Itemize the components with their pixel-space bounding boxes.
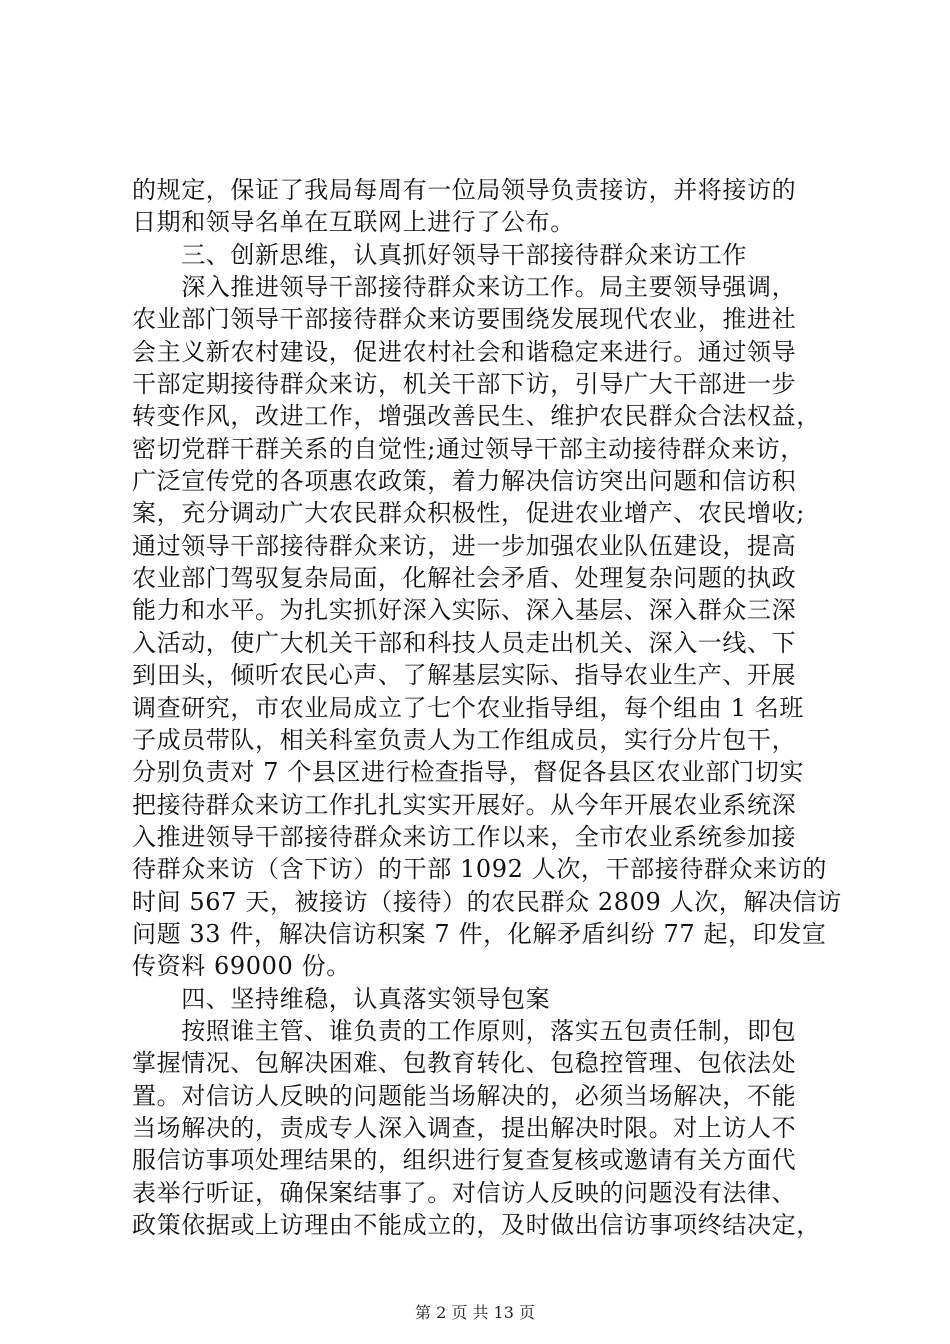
text-line: 能力和水平。为扎实抓好深入实际、深入基层、深入群众三深 <box>132 596 797 625</box>
text-line: 当场解决的，责成专人深入调查，提出解决时限。对上访人不 <box>132 1113 797 1142</box>
section-heading: 四、坚持维稳，认真落实领导包案 <box>132 984 551 1013</box>
text-line: 入活动，使广大机关干部和科技人员走出机关、深入一线、下 <box>132 628 797 657</box>
text-line: 分别负责对 7 个县区进行检查指导，督促各县区农业部门切实 <box>132 758 804 787</box>
text-line: 会主义新农村建设，促进农村社会和谐稳定来进行。通过领导 <box>132 337 797 366</box>
text-line: 置。对信访人反映的问题能当场解决的，必须当场解决，不能 <box>132 1081 797 1110</box>
text-line: 的规定，保证了我局每周有一位局领导负责接访，并将接访的 <box>132 176 797 204</box>
text-line: 密切党群干群关系的自觉性;通过领导干部主动接待群众来访， <box>132 434 805 463</box>
document-body <box>132 174 842 1241</box>
text-line: 按照谁主管、谁负责的工作原则，落实五包责任制，即包 <box>132 1016 797 1045</box>
text-line: 调查研究，市农业局成立了七个农业指导组，每个组由 1 名班 <box>132 693 804 722</box>
text-line: 通过领导干部接待群众来访，进一步加强农业队伍建设，提高 <box>132 531 797 560</box>
text-line: 时间 567 天，被接访（接待）的农民群众 2809 人次，解决信访 <box>132 887 842 916</box>
text-line: 服信访事项处理结果的，组织进行复查复核或邀请有关方面代 <box>132 1146 797 1175</box>
text-line: 待群众来访（含下访）的干部 1092 人次，干部接待群众来访的 <box>132 855 827 884</box>
text-line: 案，充分调动广大农民群众积极性，促进农业增产、农民增收; <box>132 499 805 528</box>
text-line: 传资料 69000 份。 <box>132 952 351 981</box>
text-line: 农业部门领导干部接待群众来访要围绕发展现代农业，推进社 <box>132 305 797 334</box>
text-line: 子成员带队，相关科室负责人为工作组成员，实行分片包干， <box>132 725 797 754</box>
text-line: 入推进领导干部接待群众来访工作以来，全市农业系统参加接 <box>132 822 797 851</box>
text-line: 掌握情况、包解决困难、包教育转化、包稳控管理、包依法处 <box>132 1049 797 1078</box>
text-line: 把接待群众来访工作扎扎实实开展好。从今年开展农业系统深 <box>132 790 797 819</box>
text-line: 日期和领导名单在互联网上进行了公布。 <box>132 208 575 237</box>
text-line: 干部定期接待群众来访，机关干部下访，引导广大干部进一步 <box>132 370 797 399</box>
text-line: 广泛宣传党的各项惠农政策，着力解决信访突出问题和信访积 <box>132 467 797 496</box>
text-line: 政策依据或上访理由不能成立的，及时做出信访事项终结决定， <box>132 1211 821 1239</box>
text-line: 到田头，倾听农民心声、了解基层实际、指导农业生产、开展 <box>132 661 797 690</box>
section-heading: 三、创新思维，认真抓好领导干部接待群众来访工作 <box>132 240 747 269</box>
text-line: 问题 33 件，解决信访积案 7 件，化解矛盾纠纷 77 起，印发宣 <box>132 919 827 948</box>
text-line: 表举行听证，确保案结事了。对信访人反映的问题没有法律、 <box>132 1178 797 1207</box>
text-line: 深入推进领导干部接待群众来访工作。局主要领导强调， <box>132 273 797 302</box>
text-line: 农业部门驾驭复杂局面，化解社会矛盾、处理复杂问题的执政 <box>132 564 797 593</box>
page-footer: 第 2 页 共 13 页 <box>415 1303 535 1322</box>
text-line: 转变作风，改进工作，增强改善民生、维护农民群众合法权益， <box>132 402 821 431</box>
